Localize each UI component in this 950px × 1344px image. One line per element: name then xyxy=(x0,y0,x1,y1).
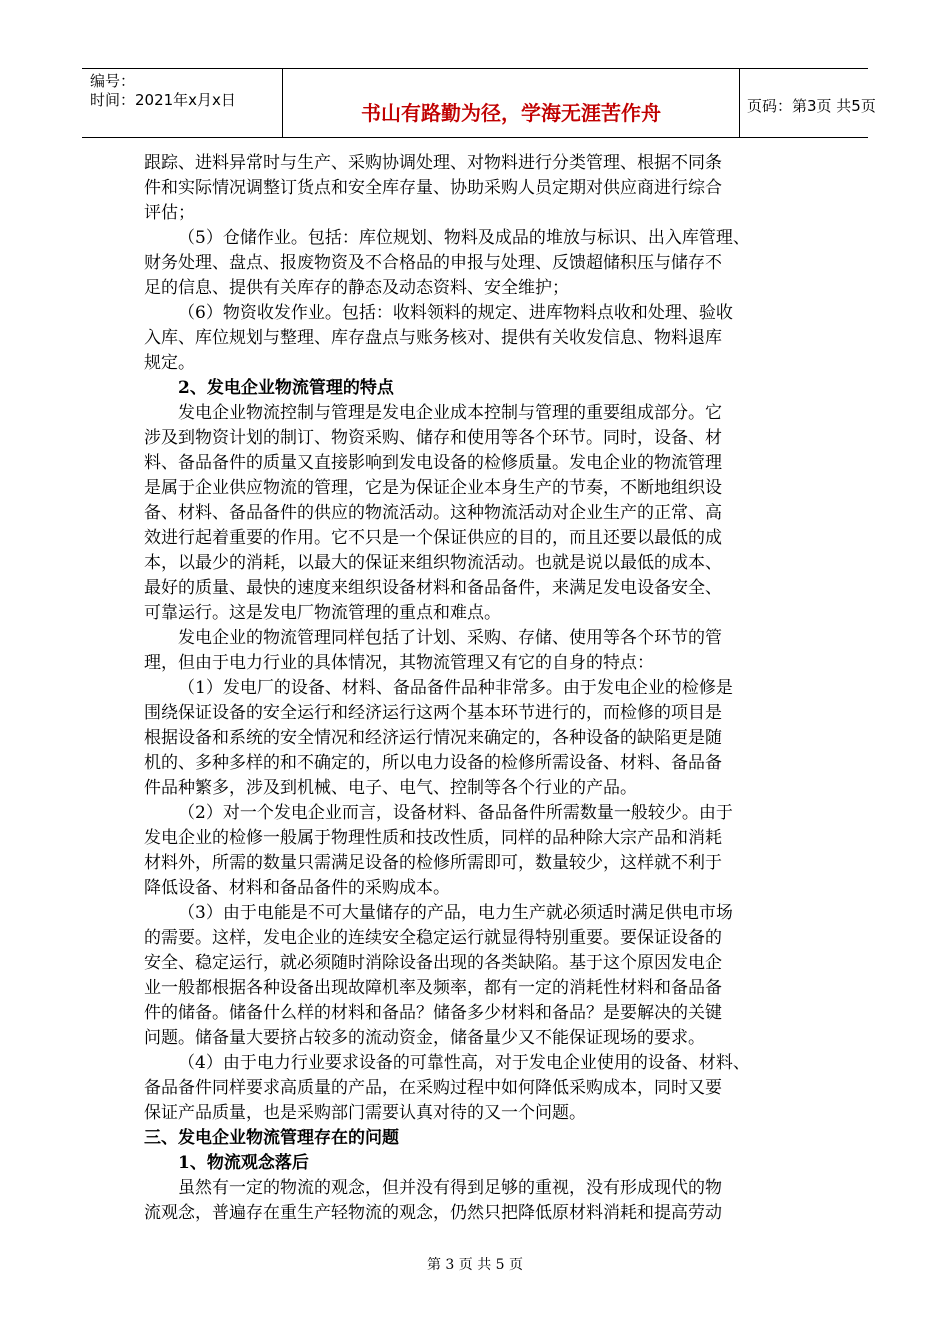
body-text-line: 规定。 xyxy=(144,353,195,373)
body-text-line: 理，但由于电力行业的具体情况，其物流管理又有它的自身的特点： xyxy=(144,653,654,673)
body-text-line: 问题。储备量大要挤占较多的流动资金，储备量少又不能保证现场的要求。 xyxy=(144,1028,705,1048)
page-footer: 第 3 页 共 5 页 xyxy=(426,1257,524,1273)
body-text-line: 机的、多种多样的和不确定的，所以电力设备的检修所需设备、材料、备品备 xyxy=(144,753,722,773)
body-text-line: 业一般都根据各种设备出现故障机率及频率，都有一定的消耗性材料和备品备 xyxy=(144,978,722,998)
header-page-number: 页码：第3页 共5页 xyxy=(747,97,876,115)
body-text-line: 保证产品质量，也是采购部门需要认真对待的又一个问题。 xyxy=(144,1103,586,1123)
page-header xyxy=(82,68,876,138)
body-text-line: 安全、稳定运行，就必须随时消除设备出现的各类缺陷。基于这个原因发电企 xyxy=(144,953,722,973)
body-text-line: 材料外，所需的数量只需满足设备的检修所需即可，数量较少，这样就不利于 xyxy=(144,853,722,873)
header-page-cell xyxy=(739,69,876,137)
body-text-line: 根据设备和系统的安全情况和经济运行情况来确定的，各种设备的缺陷更是随 xyxy=(144,728,722,748)
body-text-line: 发电企业的检修一般属于物理性质和技改性质，同样的品种除大宗产品和消耗 xyxy=(144,828,722,848)
body-text-line: 效进行起着重要的作用。它不只是一个保证供应的目的，而且还要以最低的成 xyxy=(144,528,722,548)
body-text-line: （6）物资收发作业。包括：收料领料的规定、进库物料点收和处理、验收 xyxy=(178,303,733,323)
document-number-label: 编号： xyxy=(90,72,136,90)
body-text-line: 件的储备。储备什么样的材料和备品？储备多少材料和备品？是要解决的关键 xyxy=(144,1003,722,1023)
document-date-label: 时间：2021年x月x日 xyxy=(90,91,236,109)
body-text-line: 可靠运行。这是发电厂物流管理的重点和难点。 xyxy=(144,603,501,623)
header-motto: 书山有路勤为径，学海无涯苦作舟 xyxy=(361,101,661,125)
body-text-line: 财务处理、盘点、报废物资及不合格品的申报与处理、反馈超储积压与储存不 xyxy=(144,253,722,273)
body-text-line: （2）对一个发电企业而言，设备材料、备品备件所需数量一般较少。由于 xyxy=(178,803,733,823)
body-text-line: 是属于企业供应物流的管理，它是为保证企业本身生产的节奏，不断地组织设 xyxy=(144,478,722,498)
body-text-line: 备、材料、备品备件的供应的物流活动。这种物流活动对企业生产的正常、高 xyxy=(144,503,722,523)
body-text-line: 件和实际情况调整订货点和安全库存量、协助采购人员定期对供应商进行综合 xyxy=(144,178,722,198)
body-text-line: 流观念，普遍存在重生产轻物流的观念，仍然只把降低原材料消耗和提高劳动 xyxy=(144,1203,722,1223)
body-text-line: 备品备件同样要求高质量的产品，在采购过程中如何降低采购成本，同时又要 xyxy=(144,1078,722,1098)
body-text-line: 发电企业物流控制与管理是发电企业成本控制与管理的重要组成部分。它 xyxy=(178,403,722,423)
body-text-line: （4）由于电力行业要求设备的可靠性高，对于发电企业使用的设备、材料、 xyxy=(178,1053,750,1073)
body-text-line: 发电企业的物流管理同样包括了计划、采购、存储、使用等各个环节的管 xyxy=(178,628,722,648)
header-motto-cell xyxy=(282,69,740,137)
body-text-line: 涉及到物资计划的制订、物资采购、储存和使用等各个环节。同时，设备、材 xyxy=(144,428,722,448)
section-heading: 2、发电企业物流管理的特点 xyxy=(178,378,394,398)
body-text-line: （1）发电厂的设备、材料、备品备件品种非常多。由于发电企业的检修是 xyxy=(178,678,733,698)
body-text-line: 降低设备、材料和备品备件的采购成本。 xyxy=(144,878,450,898)
section-heading: 三、发电企业物流管理存在的问题 xyxy=(144,1128,399,1148)
body-text-line: 件品种繁多，涉及到机械、电子、电气、控制等各个行业的产品。 xyxy=(144,778,637,798)
body-text-line: （3）由于电能是不可大量储存的产品，电力生产就必须适时满足供电市场 xyxy=(178,903,733,923)
body-text-line: 跟踪、进料异常时与生产、采购协调处理、对物料进行分类管理、根据不同条 xyxy=(144,153,722,173)
body-text-line: 最好的质量、最快的速度来组织设备材料和备品备件，来满足发电设备安全、 xyxy=(144,578,722,598)
body-text-line: 的需要。这样，发电企业的连续安全稳定运行就显得特别重要。要保证设备的 xyxy=(144,928,722,948)
body-text-line: 料、备品备件的质量又直接影响到发电设备的检修质量。发电企业的物流管理 xyxy=(144,453,722,473)
body-text-line: 虽然有一定的物流的观念，但并没有得到足够的重视，没有形成现代的物 xyxy=(178,1178,722,1198)
document-body xyxy=(144,151,806,1226)
header-meta-cell xyxy=(82,69,282,137)
body-text-line: 评估； xyxy=(144,203,195,223)
body-text-line: 入库、库位规划与整理、库存盘点与账务核对、提供有关收发信息、物料退库 xyxy=(144,328,722,348)
body-text-line: 本，以最少的消耗，以最大的保证来组织物流活动。也就是说以最低的成本、 xyxy=(144,553,722,573)
section-heading: 1、物流观念落后 xyxy=(178,1153,309,1173)
body-text-line: 足的信息、提供有关库存的静态及动态资料、安全维护； xyxy=(144,278,569,298)
body-text-line: （5）仓储作业。包括：库位规划、物料及成品的堆放与标识、出入库管理、 xyxy=(178,228,750,248)
body-text-line: 围绕保证设备的安全运行和经济运行这两个基本环节进行的，而检修的项目是 xyxy=(144,703,722,723)
